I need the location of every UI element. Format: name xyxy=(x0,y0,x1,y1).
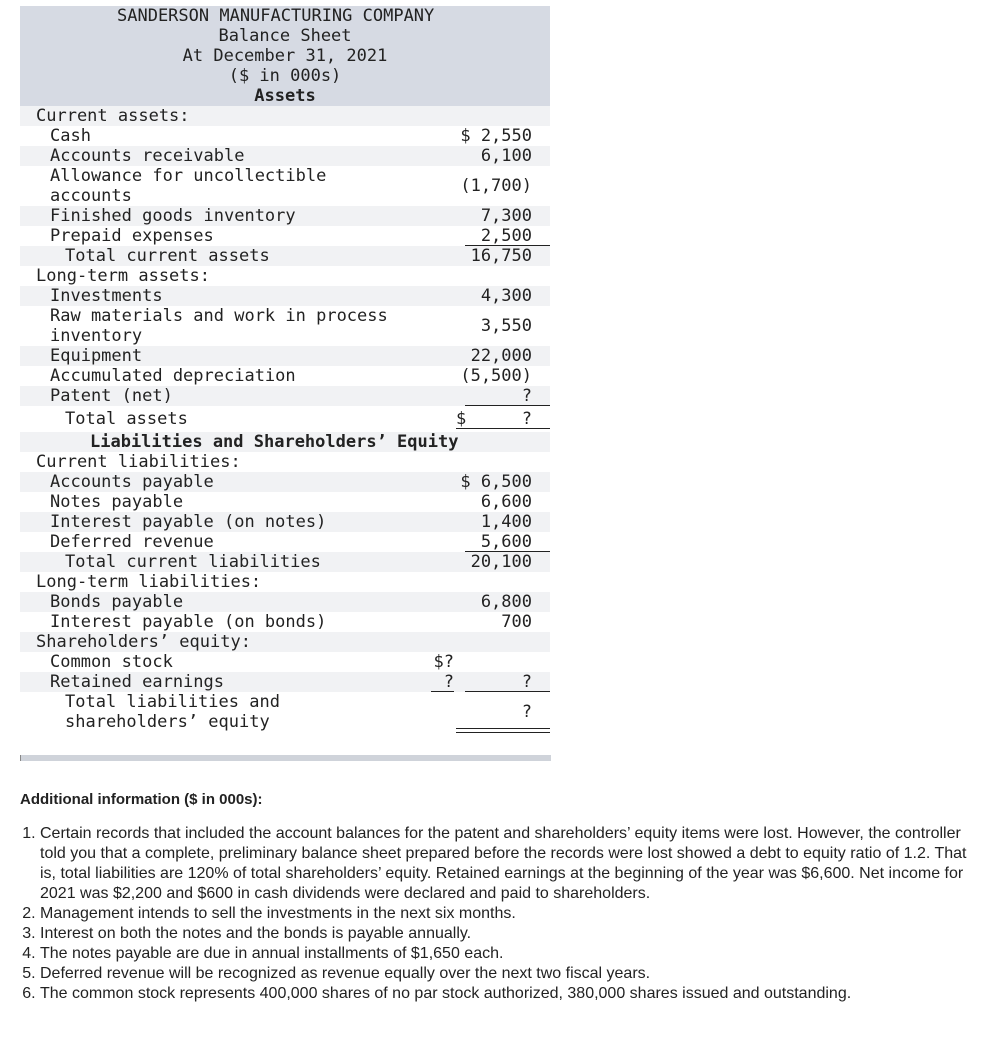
patent-row xyxy=(20,386,550,406)
investments-amount: 4,300 xyxy=(480,286,532,306)
list-item: 1. Certain records that included the account balances for the patent and shareholders’ equity items were lost. However, the controller told you that a complete, preliminary balance sheet prepared before the records were lost showed a debt to equity ratio of 1.2. That is, total liabilities are 120% of total shareholders’ equity. Retained earnings at the beginning of the year was $6,600. Net income for 2021 was $2,200 and $600 in cash dividends were declared and paid to shareholders. xyxy=(40,824,970,904)
common-stock-row xyxy=(20,652,550,672)
notes-row xyxy=(20,492,550,512)
deferred-row xyxy=(20,532,550,552)
common-stock-amount: $? xyxy=(433,652,454,672)
raw-materials-row xyxy=(20,306,550,346)
divider xyxy=(20,755,551,761)
equity-heading-row xyxy=(20,632,550,652)
list-item: 6. The common stock represents 400,000 shares of no par stock authorized, 380,000 shares issued and outstanding. xyxy=(40,984,970,1004)
int-bonds-label: Interest payable (on bonds) xyxy=(50,612,327,632)
bonds-row xyxy=(20,592,550,612)
total-assets-amount: ? xyxy=(521,409,532,429)
current-assets-heading-row xyxy=(20,106,550,126)
bonds-label: Bonds payable xyxy=(50,592,184,612)
list-item: 2. Management intends to sell the investments in the next six months. xyxy=(40,904,970,924)
sheet-header xyxy=(20,6,550,106)
double-underline xyxy=(456,728,550,733)
int-bonds-row xyxy=(20,612,550,632)
patent-amount: ? xyxy=(521,386,532,406)
cash-row xyxy=(20,126,550,146)
raw-materials-amount: 3,550 xyxy=(480,316,532,336)
equipment-label: Equipment xyxy=(50,346,143,366)
cash-amount: $ 2,550 xyxy=(460,126,532,146)
balance-sheet xyxy=(20,6,550,732)
additional-information-list xyxy=(20,824,970,1004)
equipment-row xyxy=(20,346,550,366)
int-notes-amount: 1,400 xyxy=(480,512,532,532)
bonds-amount: 6,800 xyxy=(480,592,532,612)
list-item: 5. Deferred revenue will be recognized as revenue equally over the next two fiscal years. xyxy=(40,964,970,984)
longterm-assets-heading-row xyxy=(20,266,550,286)
int-notes-label: Interest payable (on notes) xyxy=(50,512,327,532)
total-liabilities-equity-amount: ? xyxy=(521,702,532,722)
int-bonds-amount: 700 xyxy=(501,612,532,632)
total-current-liabilities-row xyxy=(20,552,550,572)
statement-units: ($ in 000s) xyxy=(228,66,342,86)
ar-label: Accounts receivable xyxy=(50,146,245,166)
int-notes-row xyxy=(20,512,550,532)
equity-heading: Shareholders’ equity: xyxy=(36,632,251,652)
retained-earnings-amount: ? xyxy=(521,672,532,692)
longterm-liabilities-heading-row xyxy=(20,572,550,592)
allowance-amount: (1,700) xyxy=(460,176,532,196)
ap-label: Accounts payable xyxy=(50,472,214,492)
assets-title: Assets xyxy=(254,86,316,106)
investments-row xyxy=(20,286,550,306)
liabilities-title: Liabilities and Shareholders’ Equity xyxy=(90,432,459,452)
allowance-label: Allowance for uncollectible accounts xyxy=(50,166,327,206)
investments-label: Investments xyxy=(50,286,163,306)
fg-inventory-amount: 7,300 xyxy=(480,206,532,226)
statement-title: Balance Sheet xyxy=(218,26,352,46)
total-current-assets-label: Total current assets xyxy=(65,246,270,266)
current-liabilities-heading-row xyxy=(20,452,550,472)
common-stock-label: Common stock xyxy=(50,652,173,672)
longterm-assets-heading: Long-term assets: xyxy=(36,266,210,286)
ar-row xyxy=(20,146,550,166)
retained-earnings-inner-amount: ? xyxy=(443,672,454,692)
accum-dep-row xyxy=(20,366,550,386)
equipment-amount: 22,000 xyxy=(470,346,532,366)
ap-amount: $ 6,500 xyxy=(460,472,532,492)
statement-date: At December 31, 2021 xyxy=(182,46,388,66)
additional-information-title: Additional information ($ in 000s): xyxy=(20,791,263,808)
current-liabilities-heading: Current liabilities: xyxy=(36,452,241,472)
list-item: 4. The notes payable are due in annual installments of $1,650 each. xyxy=(40,944,970,964)
longterm-liabilities-heading: Long-term liabilities: xyxy=(36,572,262,592)
list-item: 3. Interest on both the notes and the bonds is payable annually. xyxy=(40,924,970,944)
accum-dep-amount: (5,500) xyxy=(460,366,532,386)
patent-label: Patent (net) xyxy=(50,386,173,406)
prepaid-label: Prepaid expenses xyxy=(50,226,214,246)
fg-inventory-label: Finished goods inventory xyxy=(50,206,296,226)
current-assets-heading: Current assets: xyxy=(36,106,190,126)
notes-amount: 6,600 xyxy=(480,492,532,512)
allowance-row xyxy=(20,166,550,206)
raw-materials-label: Raw materials and work in process inventory xyxy=(50,306,388,346)
total-current-liabilities-label: Total current liabilities xyxy=(65,552,321,572)
total-assets-row xyxy=(20,406,550,432)
retained-earnings-row xyxy=(20,672,550,692)
total-liabilities-equity-label: Total liabilities and shareholders’ equity xyxy=(65,692,280,732)
total-current-assets-row xyxy=(20,246,550,266)
prepaid-amount: 2,500 xyxy=(480,226,532,246)
deferred-label: Deferred revenue xyxy=(50,532,214,552)
accum-dep-label: Accumulated depreciation xyxy=(50,366,296,386)
total-assets-dollar: $ xyxy=(456,409,467,429)
ar-amount: 6,100 xyxy=(480,146,532,166)
prepaid-row xyxy=(20,226,550,246)
retained-earnings-label: Retained earnings xyxy=(50,672,224,692)
total-liabilities-equity-row xyxy=(20,692,550,732)
notes-label: Notes payable xyxy=(50,492,184,512)
additional-information xyxy=(20,790,970,1004)
total-current-liabilities-amount: 20,100 xyxy=(470,552,532,572)
cash-label: Cash xyxy=(50,126,91,146)
total-current-assets-amount: 16,750 xyxy=(470,246,532,266)
total-assets-label: Total assets xyxy=(65,409,188,429)
ap-row xyxy=(20,472,550,492)
deferred-amount: 5,600 xyxy=(480,532,532,552)
liabilities-title-row xyxy=(20,432,550,452)
fg-inventory-row xyxy=(20,206,550,226)
company-name: SANDERSON MANUFACTURING COMPANY xyxy=(117,6,435,26)
